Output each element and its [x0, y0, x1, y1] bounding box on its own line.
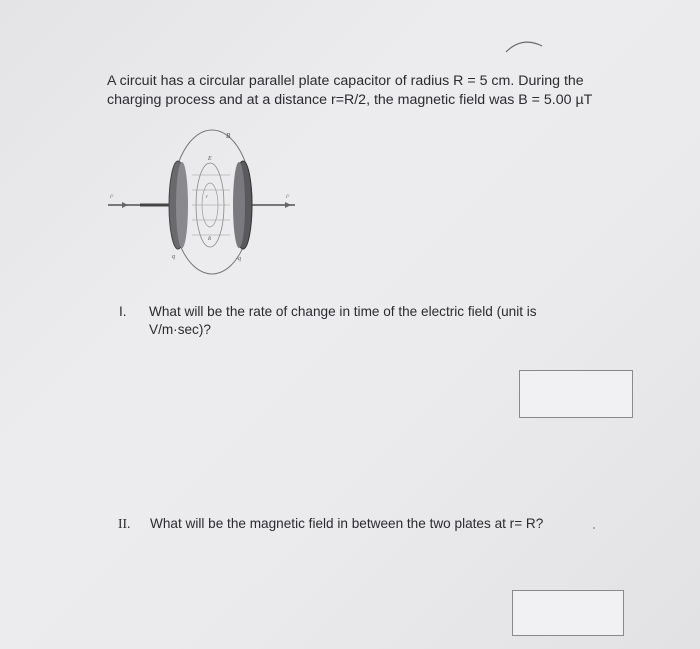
question-1-line-2: V/m·sec)? [149, 322, 211, 337]
label-E: E⃗ [208, 156, 217, 162]
question-2-line-1: What will be the magnetic field in between the two plates at r= R? [150, 516, 544, 531]
answer-box-1[interactable] [519, 370, 633, 418]
label-B: B⃗ [226, 132, 236, 140]
problem-statement [107, 72, 627, 110]
right-current-arrow-icon [285, 202, 291, 208]
left-plate-face [176, 162, 188, 248]
question-2 [150, 515, 590, 533]
problem-line-1: A circuit has a circular parallel plate capacitor of radius R = 5 cm. During the [107, 73, 584, 89]
left-current-arrow-icon [122, 202, 128, 208]
capacitor-figure [100, 120, 310, 290]
label-r: r [206, 195, 208, 200]
question-2-number: II. [118, 516, 131, 531]
stray-dot [593, 527, 595, 529]
question-1 [149, 303, 589, 339]
answer-box-2[interactable] [512, 590, 624, 636]
question-1-line-1: What will be the rate of change in time of the electric field (unit is [149, 304, 537, 319]
label-ic-right: iᶜ [286, 194, 290, 200]
label-q: q [172, 254, 175, 260]
right-plate-face [233, 162, 245, 248]
question-1-number: I. [119, 304, 127, 319]
pen-stroke-mark [500, 36, 550, 56]
label-neg-q: -q [236, 256, 241, 262]
problem-line-2: charging process and at a distance r=R/2, the magnetic field was B = 5.00 µT [107, 92, 593, 108]
label-ic-left: iᶜ [110, 194, 114, 200]
label-R: R [208, 237, 212, 242]
